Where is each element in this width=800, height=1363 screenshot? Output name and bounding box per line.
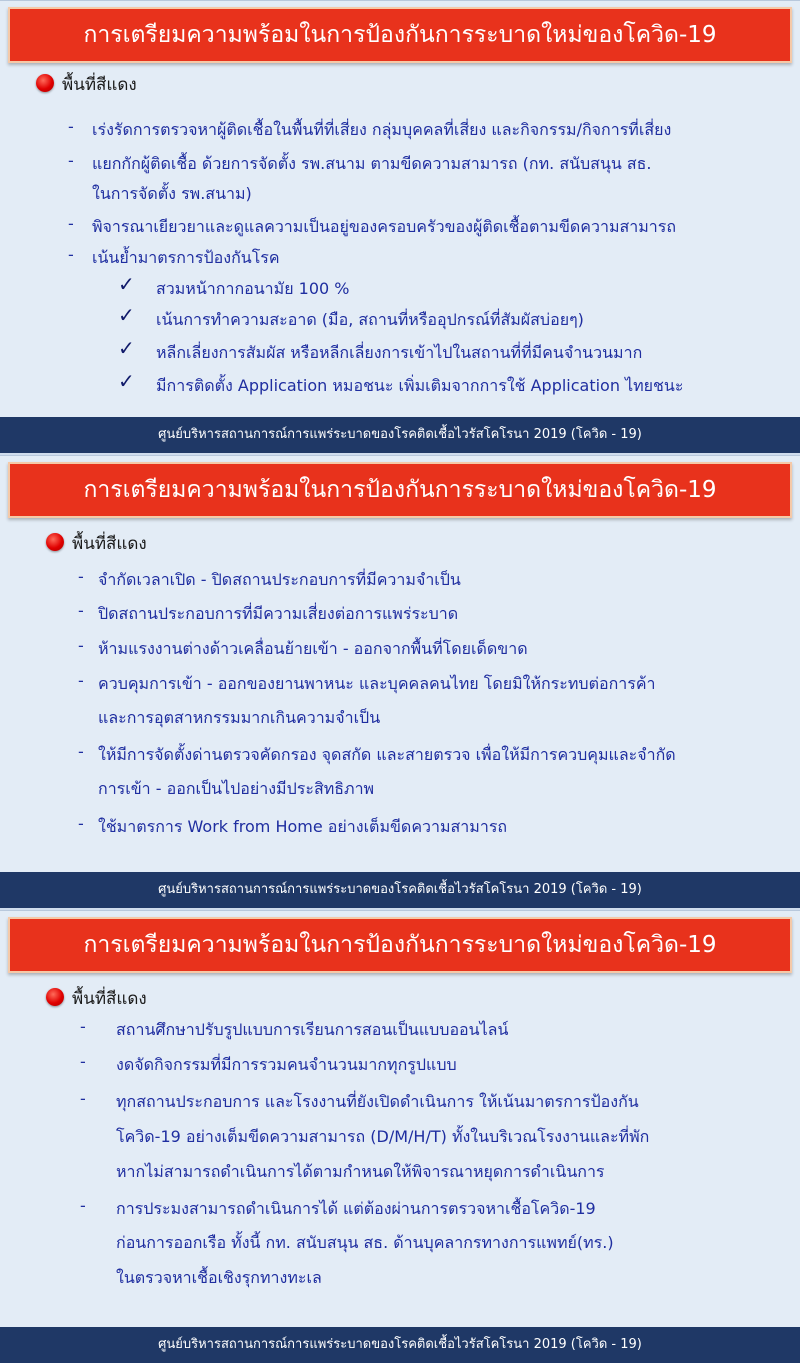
list-item-continuation: โควิด-19 อย่างเต็มขีดความสามารถ (D/M/H/T) ทั้งในบริเวณโรงงานและที่พัก [116, 1127, 650, 1146]
list-item-continuation: และการอุตสาหกรรมมากเกินความจำเป็น [98, 708, 381, 727]
check-item: หลีกเลี่ยงการสัมผัส หรือหลีกเลี่ยงการเข้าไปในสถานที่ที่มีคนจำนวนมาก [156, 343, 643, 362]
slide-title: การเตรียมความพร้อมในการป้องกันการระบาดใหม่ของโควิด-19 [8, 7, 792, 63]
list-item: ปิดสถานประกอบการที่มีความเสี่ยงต่อการแพร่ระบาด [98, 604, 459, 623]
dash-icon: - [78, 671, 84, 690]
dash-icon: - [80, 1017, 86, 1036]
dash-icon: - [78, 814, 84, 833]
list-item: แยกกักผู้ติดเชื้อ ด้วยการจัดตั้ง รพ.สนาม ตามขีดความสามารถ (กท. สนับสนุน สธ. [92, 154, 652, 173]
red-dot-icon [46, 988, 64, 1006]
slide-footer: ศูนย์บริหารสถานการณ์การแพร่ระบาดของโรคติดเชื้อไวรัสโคโรนา 2019 (โควิด - 19) [0, 1327, 800, 1363]
check-icon: ✓ [118, 303, 135, 327]
red-dot-icon [36, 74, 54, 92]
zone-label: พื้นที่สีแดง [72, 989, 147, 1009]
slide-title: การเตรียมความพร้อมในการป้องกันการระบาดใหม่ของโควิด-19 [8, 462, 792, 518]
slide-3 [0, 910, 800, 1363]
list-item-continuation: ในการจัดตั้ง รพ.สนาม) [92, 184, 252, 203]
dash-icon: - [68, 214, 74, 233]
slide-footer: ศูนย์บริหารสถานการณ์การแพร่ระบาดของโรคติดเชื้อไวรัสโคโรนา 2019 (โควิด - 19) [0, 417, 800, 453]
dash-icon: - [78, 567, 84, 586]
check-icon: ✓ [118, 369, 135, 393]
check-icon: ✓ [118, 336, 135, 360]
zone-label: พื้นที่สีแดง [62, 75, 137, 95]
dash-icon: - [68, 117, 74, 136]
check-icon: ✓ [118, 272, 135, 296]
check-item: เน้นการทำความสะอาด (มือ, สถานที่หรืออุปกรณ์ที่สัมผัสบ่อยๆ) [156, 310, 584, 329]
list-item: เน้นย้ำมาตรการป้องกันโรค [92, 248, 280, 267]
list-item: ใช้มาตรการ Work from Home อย่างเต็มขีดความสามารถ [98, 817, 508, 836]
dash-icon: - [78, 636, 84, 655]
list-item: ทุกสถานประกอบการ และโรงงานที่ยังเปิดดำเนินการ ให้เน้นมาตรการป้องกัน [116, 1092, 639, 1111]
check-item: มีการติดตั้ง Application หมอชนะ เพิ่มเติมจากการใช้ Application ไทยชนะ [156, 376, 684, 395]
dash-icon: - [78, 742, 84, 761]
list-item-continuation: ก่อนการออกเรือ ทั้งนี้ กท. สนับสนุน สธ. ด้านบุคลากรทางการแพทย์(ทร.) [116, 1233, 614, 1252]
list-item: ห้ามแรงงานต่างด้าวเคลื่อนย้ายเข้า - ออกจากพื้นที่โดยเด็ดขาด [98, 639, 528, 658]
list-item: ควบคุมการเข้า - ออกของยานพาหนะ และบุคคลคนไทย โดยมิให้กระทบต่อการค้า [98, 674, 656, 693]
list-item: ให้มีการจัดตั้งด่านตรวจคัดกรอง จุดสกัด และสายตรวจ เพื่อให้มีการควบคุมและจำกัด [98, 745, 676, 764]
dash-icon: - [80, 1196, 86, 1215]
dash-icon: - [78, 601, 84, 620]
slide-2 [0, 455, 800, 908]
list-item: การประมงสามารถดำเนินการได้ แต่ต้องผ่านการตรวจหาเชื้อโควิด-19 [116, 1199, 596, 1218]
zone-label: พื้นที่สีแดง [72, 534, 147, 554]
red-dot-icon [46, 533, 64, 551]
slide-title: การเตรียมความพร้อมในการป้องกันการระบาดใหม่ของโควิด-19 [8, 917, 792, 973]
check-item: สวมหน้ากากอนามัย 100 % [156, 279, 350, 298]
slide-1 [0, 0, 800, 453]
list-item: งดจัดกิจกรรมที่มีการรวมคนจำนวนมากทุกรูปแบบ [116, 1055, 457, 1074]
dash-icon: - [68, 245, 74, 264]
list-item-continuation: ในตรวจหาเชื้อเชิงรุกทางทะเล [116, 1268, 322, 1287]
dash-icon: - [80, 1052, 86, 1071]
list-item: จำกัดเวลาเปิด - ปิดสถานประกอบการที่มีความจำเป็น [98, 570, 461, 589]
list-item: สถานศึกษาปรับรูปแบบการเรียนการสอนเป็นแบบออนไลน์ [116, 1020, 509, 1039]
slide-footer: ศูนย์บริหารสถานการณ์การแพร่ระบาดของโรคติดเชื้อไวรัสโคโรนา 2019 (โควิด - 19) [0, 872, 800, 908]
list-item: พิจารณาเยียวยาและดูแลความเป็นอยู่ของครอบครัวของผู้ติดเชื้อตามขีดความสามารถ [92, 217, 677, 236]
list-item-continuation: การเข้า - ออกเป็นไปอย่างมีประสิทธิภาพ [98, 779, 375, 798]
list-item-continuation: หากไม่สามารถดำเนินการได้ตามกำหนดให้พิจารณาหยุดการดำเนินการ [116, 1162, 605, 1181]
list-item: เร่งรัดการตรวจหาผู้ติดเชื้อในพื้นที่ที่เสี่ยง กลุ่มบุคคลที่เสี่ยง และกิจกรรม/กิจการที่เสี่ยง [92, 120, 672, 139]
dash-icon: - [80, 1089, 86, 1108]
dash-icon: - [68, 151, 74, 170]
